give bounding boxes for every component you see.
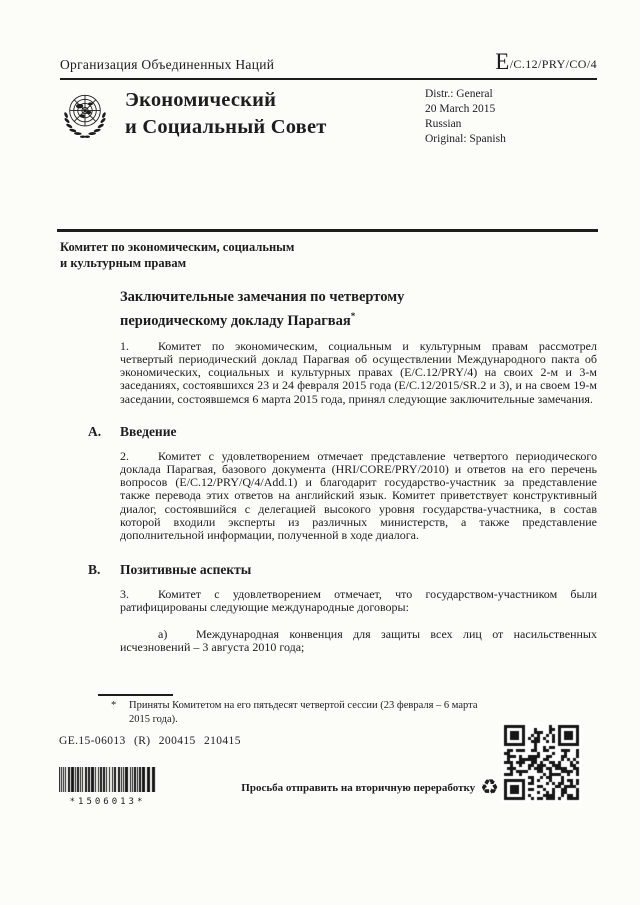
doc-symbol-series: E [495,49,510,74]
paragraph-text: Комитет с удовлетворением отмечает представление четвертого периодического доклада Парагвая, базового документа (HRI/CORE/PRY/2010) и ответов на его перечень вопросов (E/C.12/PRY/Q/4/Add.1) и благодарит государство-участник за представление также перевода этих ответов на английский язык. Комитет приветствует конструктивный диалог, состоявшийся с делегацией высокого уровня государства-участника, в состав которой входили эксперты из различных министерств, а также представление дополнительной информации, полученной в ходе диалога. [120,448,597,543]
distribution-block [425,87,506,147]
paragraph-text: Комитет по экономическим, социальным и культурным правам рассмотрел четвертый периодический доклад Парагвая об осуществлении Международного пакта об экономических, социальных и культурных правах (E/C.12/PRY/4) на своих 2-м и 3-м заседаниях, состоявшихся 23 и 24 февраля 2015 года (E/C.12/2015/SR.2 и 3), и на своем 19-м заседании, состоявшемся 6 марта 2015 года, принял следующие заключительные замечания. [120,338,597,406]
qr-code-icon [501,722,582,803]
paragraph-3 [120,588,597,614]
org-name: Организация Объединенных Наций [60,57,275,72]
un-emblem-icon [58,87,112,145]
section-title: Позитивные аспекты [120,562,252,578]
list-item-text: Международная конвенция для защиты всех лиц от насильственных исчезновений – 3 августа 2010 года; [120,626,597,654]
original-line: Original: Spanish [425,133,506,145]
council-title-line1: Экономический [125,89,277,111]
recycle-text: Просьба отправить на вторичную переработку [241,781,476,794]
paragraph-1 [120,340,597,406]
paragraph-2 [120,450,597,542]
council-title [125,87,327,141]
ge-number: GE.15-06013 (R) 200415 210415 [59,735,241,747]
footnote-marker: * [111,700,117,711]
paragraph-number: 2. [120,448,129,463]
council-title-line2: и Социальный Совет [125,116,327,138]
recycle-symbol-icon: ♻ [480,775,499,799]
list-item-label: а) [158,626,168,641]
recycle-notice [0,777,499,798]
section-title: Введение [120,423,177,439]
section-heading-b [88,562,640,578]
document-title [120,288,580,331]
section-label: B. [88,562,101,578]
committee-name [60,240,640,271]
footnote [111,699,485,726]
committee-name-line2: и культурным правам [60,255,187,270]
language-line: Russian [425,118,462,130]
section-label: A. [88,423,102,439]
doc-symbol [495,50,597,73]
header-top [60,0,597,80]
doc-symbol-number: /C.12/PRY/CO/4 [509,57,597,71]
committee-name-line1: Комитет по экономическим, социальным [60,240,295,254]
list-item-a [120,628,597,654]
paragraph-number: 3. [120,587,129,602]
distr-line: Distr.: General [425,88,493,100]
header-main [58,87,597,145]
document-title-line2: периодическому докладу Парагвая* [120,311,356,329]
section-heading-a [88,424,640,440]
header-divider [57,229,598,232]
paragraph-text: Комитет с удовлетворением отмечает, что государством-участником были ратифицированы следующие международные договоры: [120,587,597,615]
footnote-text: Приняты Комитетом на его пятьдесят четвертой сессии (23 февраля – 6 марта 2015 года). [129,700,478,725]
date-line: 20 March 2015 [425,103,496,115]
footnote-divider [98,694,173,696]
footnote-reference: * [350,311,356,321]
paragraph-number: 1. [120,338,129,353]
document-title-line1: Заключительные замечания по четвертому [120,289,405,305]
barcode-label: *1506013* [69,797,146,807]
